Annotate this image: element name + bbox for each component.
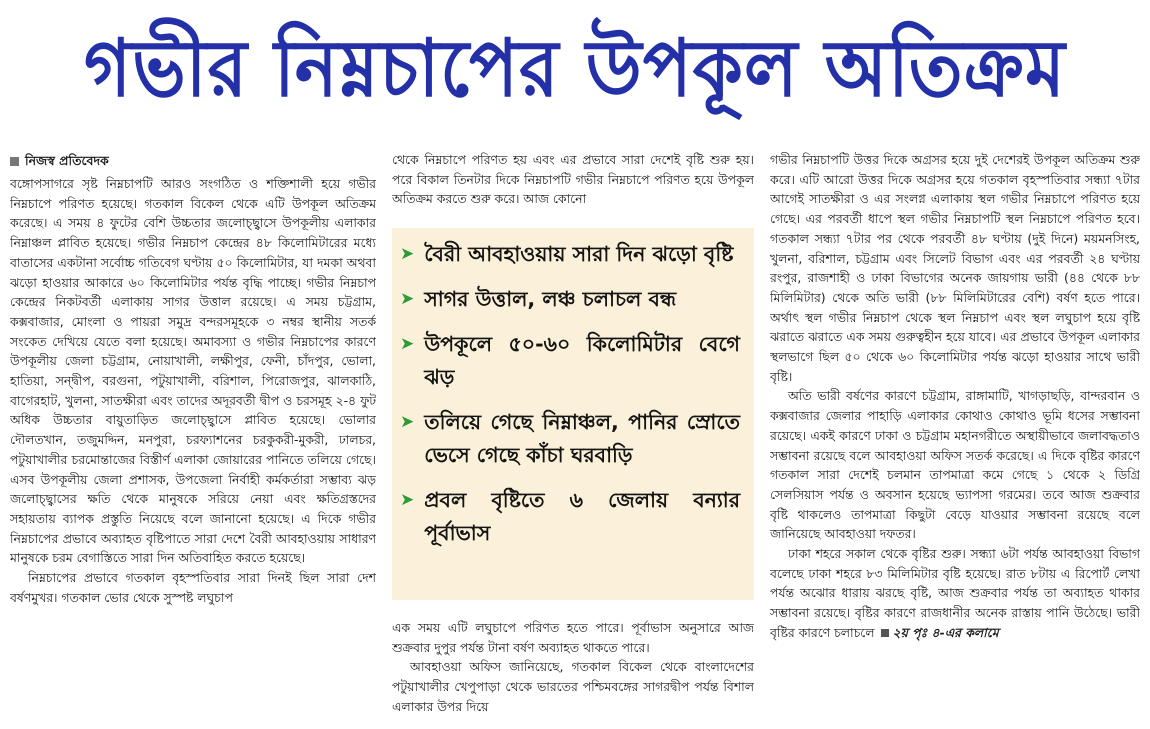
highlight-text: প্রবল বৃষ্টিতে ৬ জেলায় বন্যার পূর্বাভাস [424, 488, 740, 545]
square-bullet-icon [881, 629, 889, 637]
highlight-item [400, 283, 740, 316]
highlight-text: উপকূলে ৫০-৬০ কিলোমিটার বেগে ঝড় [424, 332, 740, 389]
article-column-2 [392, 150, 754, 722]
highlight-item [400, 238, 740, 271]
column1-paragraph-1: বঙ্গোপসাগরে সৃষ্ট নিম্নচাপটি আরও সংগঠিত ও শক্তিশালী হয়ে গভীর নিম্নচাপে পরিণত হয়েছে। গতকাল বিকেল থেকে এটি উপকূল অতিক্রম করেছে। এ সময় ৪ ফুটের বেশি উচ্চতার জলোচ্ছ্বাসে উপকূলীয় এলাকার নিম্নাঞ্চল প্লাবিত হয়েছে। গভীর নিম্নচাপ কেন্দ্রের ৪৮ কিলোমিটারের মধ্যে বাতাসের একটানা সর্বোচ্চ গতিবেগ ঘণ্টায় ৫০ কিলোমিটার, যা দমকা অথবা ঝড়ো হাওয়ার আকারে ৬০ কিলোমিটার পর্যন্ত বৃদ্ধি পাচ্ছে। গভীর নিম্নচাপ কেন্দ্রের নিকটবর্তী এলাকায় সাগর উত্তাল রয়েছে। এ সময় চট্টগ্রাম, কক্সবাজার, মোংলা ও পায়রা সমুদ্র বন্দরসমূহকে ৩ নম্বর স্থানীয় সতর্ক সংকেত দেখিয়ে যেতে বলা হয়েছে। অমাবস্যা ও গভীর নিম্নচাপের কারণে উপকূলীয় জেলা চট্টগ্রাম, নোয়াখালী, লক্ষীপুর, ফেনী, চাঁদপুর, ভোলা, হাতিয়া, সন্দ্বীপ, বরগুনা, পটুয়াখালী, বরিশাল, পিরোজপুর, ঝালকাঠি, বাগেরহাট, খুলনা, সাতক্ষীরা এবং তাদের অদূরবর্তী দ্বীপ ও চরসমূহ ২-৪ ফুট অধিক উচ্চতার বায়ুতাড়িত জলোচ্ছ্বাসে প্লাবিত হয়েছে। ভোলার দৌলতখান, তজুমদ্দিন, মনপুরা, চরফ্যাশনের চরকুকরী-মুকরী, ঢালচর, পটুয়াখালীর চরমোন্তাজের বিস্তীর্ণ এলাকা জোয়ারের পানিতে তলিয়ে গেছে। এসব উপকূলীয় জেলা প্রশাসক, উপজেলা নির্বাহী কর্মকর্তারা সম্ভাব্য ঝড় জলোচ্ছ্বাসের ক্ষতি থেকে মানুষকে সরিয়ে নেয়া এবং ক্ষতিগ্রস্তদের সহায়তায় ব্যাপক প্রস্তুতি নিয়েছে বলে জানানো হয়েছে। এ দিকে গভীর নিম্নচাপের প্রভাবে অব্যাহত বৃষ্টিপাতে সারা দেশে বৈরী আবহাওয়ায় সাধারণ মানুষকে চরম বেগাস্তিতে সারা দিন অতিবাহিত করতে হয়েছে। [10, 176, 376, 566]
continued-reference-text[interactable]: ২য় পৃঃ ৪-এর কলামে [892, 624, 999, 640]
article-column-3 [770, 150, 1140, 722]
highlights-box [392, 228, 754, 600]
continued-reference[interactable] [875, 625, 999, 640]
column3-paragraph-3 [770, 544, 1140, 643]
byline-text: নিজস্ব প্রতিবেদক [25, 153, 109, 168]
headline: গভীর নিম্নচাপের উপকূল অতিক্রম [84, 21, 1066, 115]
column3-paragraph-1: গভীর নিম্নচাপটি উত্তর দিকে অগ্রসর হয়ে দুই দেশেরই উপকূল অতিক্রম শুরু করে। এটি আরো উত্তর দিকে অগ্রসর হয়ে গতকাল বৃহস্পতিবার সন্ধ্যা ৭টার আগেই সাতক্ষীরা ও এর সংলগ্ন এলাকায় স্থল গভীর নিম্নচাপে পরিণত হয়ে গেছে। এর পরবর্তী ধাপে স্থল গভীর নিম্নচাপটি স্থল নিম্নচাপে পরিণত হবে। গতকাল সন্ধ্যা ৭টার পর থেকে পরবর্তী ৪৮ ঘণ্টায় (দুই দিনে) ময়মনসিংহ, খুলনা, বরিশাল, চট্টগ্রাম এবং সিলেট বিভাগ এবং এর পরবর্তী ২৪ ঘণ্টায় রংপুর, রাজশাহী ও ঢাকা বিভাগের অনেক জায়গায় ভারী (৪৪ থেকে ৮৮ মিলিমিটার) থেকে অতি ভারী (৮৮ মিলিমিটারের বেশি) বর্ষণ হতে পারে। অর্থাৎ স্থল গভীর নিম্নচাপ থেকে স্থল নিম্নচাপ এবং স্থল লঘুচাপ হয়ে বৃষ্টি ঝরাতে ঝরাতে এক সময় গুরুত্বহীন হয়ে যাবে। এর প্রভাবে উপকূল এলাকার স্থলভাগে ছিল ৫০ থেকে ৬০ কিলোমিটার পর্যন্ত ঝড়ো হাওয়ার সাথে ভারী বৃষ্টি। [770, 152, 1140, 384]
column3-paragraph-2: অতি ভারী বর্ষণের কারণে চট্টগ্রাম, রাঙ্গামাটি, খাগড়াছড়ি, বান্দরবান ও কক্সবাজার জেলার পাহাড়ি এলাকার কোথাও কোথাও ভূমি ধসের সম্ভাবনা রয়েছে। একই কারণে ঢাকা ও চট্টগ্রাম মহানগরীতে অস্থায়ীভাবে জলাবদ্ধতাও সম্ভাবনা রয়েছে বলে আবহাওয়া অফিস সতর্ক করেছে। এ দিকে বৃষ্টির কারণে গতকাল সারা দেশেই চলমান তাপমাত্রা কমে গেছে ১ থেকে ২ ডিগ্রি সেলসিয়াস পর্যন্ত ও অবসান হয়েছে ভ্যাপসা গরমের। তবে আজ শুক্রবার বৃষ্টি থাকলেও তাপমাত্রা কিছুটা বেড়ে যাওয়ার সম্ভাবনা রয়েছে বলে জানিয়েছে আবহাওয়া দফতর। [770, 388, 1140, 542]
column1-paragraph-2: নিম্নচাপের প্রভাবে গতকাল বৃহস্পতিবার সারা দিনই ছিল সারা দেশ বর্ষণমুখর। গতকাল ভোর থেকে সুস্পষ্ট লঘুচাপ [10, 570, 376, 605]
highlight-item [400, 328, 740, 394]
arrow-right-icon: ➤ [400, 289, 415, 309]
column3-paragraph-3-text: ঢাকা শহরে সকাল থেকে বৃষ্টির শুরু। সন্ধ্যা ৬টা পর্যন্ত আবহাওয়া বিভাগ বলেছে ঢাকা শহরে ৮৩ মিলিমিটার বৃষ্টি হয়েছে। রাত ৮টায় এ রিপোর্ট লেখা পর্যন্ত অঝোর ধারায় ঝরছে বৃষ্টি, আজ শুক্রবার পর্যন্ত তা অব্যাহত থাকার সম্ভাবনা রয়েছে। বৃষ্টির কারণে রাজধানীর অনেক রাস্তায় পানি উঠেছে। ভারী বৃষ্টির কারণে চলাচলে [770, 546, 1140, 640]
highlight-item [400, 406, 740, 472]
arrow-right-icon: ➤ [400, 412, 415, 432]
highlight-text: তলিয়ে গেছে নিম্নাঞ্চল, পানির স্রোতে ভেসে গেছে কাঁচা ঘরবাড়ি [424, 410, 740, 467]
article-column-1 [10, 150, 376, 722]
highlight-text: সাগর উত্তাল, লঞ্চ চলাচল বন্ধ [424, 287, 677, 311]
highlight-text: বৈরী আবহাওয়ায় সারা দিন ঝড়ো বৃষ্টি [424, 242, 734, 266]
arrow-right-icon: ➤ [400, 334, 415, 354]
byline [10, 150, 376, 172]
column2-paragraph-2: আবহাওয়া অফিস জানিয়েছে, গতকাল বিকেল থেকে বাংলাদেশের পটুয়াখালীর খেপুপাড়া থেকে ভারতের পশ্চিমবঙ্গের সাগরদ্বীপ পর্যন্ত বিশাল এলাকার উপর দিয়ে [392, 659, 754, 714]
highlight-item [400, 484, 740, 550]
byline-square-icon [10, 157, 19, 166]
arrow-right-icon: ➤ [400, 244, 415, 264]
arrow-right-icon: ➤ [400, 490, 415, 510]
column2-paragraph-1: এক সময় এটি লঘুচাপে পরিণত হতে পারে। পূর্বাভাস অনুসারে আজ শুক্রবার দুপুর পর্যন্ত টানা বর্ষণ অব্যাহত থাকতে পারে। [392, 620, 754, 655]
column2-top-text: থেকে নিম্নচাপে পরিণত হয় এবং এর প্রভাবে সারা দেশেই বৃষ্টি শুরু হয়। পরে বিকাল তিনটার দিকে নিম্নচাপটি গভীর নিম্নচাপে পরিণত হয়ে উপকূল অতিক্রম করতে শুরু করে। আজ কোনো [392, 152, 754, 207]
